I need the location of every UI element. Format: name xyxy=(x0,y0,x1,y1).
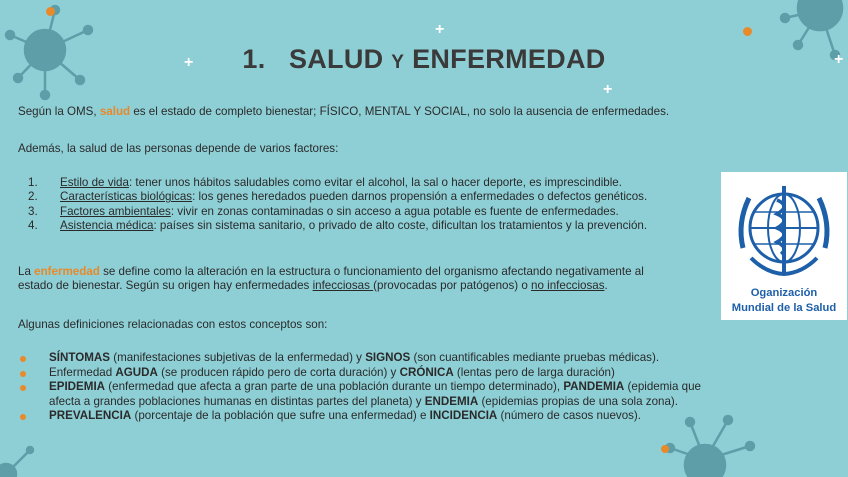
intro-paragraph: Según la OMS, salud es el estado de completo bienestar; FÍSICO, MENTAL Y SOCIAL, no solo la ausencia de enfermedades. xyxy=(18,105,670,118)
term-infecciosas: infecciosas xyxy=(312,279,374,292)
highlight-enfermedad: enfermedad xyxy=(34,265,100,278)
factor-term: Asistencia médica xyxy=(60,218,154,232)
orange-dot-decoration xyxy=(743,27,752,36)
list-item: 3. Factores ambientales: vivir en zonas contaminadas o sin acceso a agua potable es fuente de enfermedades. xyxy=(28,204,619,218)
orange-dot-decoration xyxy=(46,7,55,16)
highlight-salud: salud xyxy=(99,105,131,118)
term-no-infecciosas: no infecciosas xyxy=(531,279,605,292)
list-item: 2. Características biológicas: los genes heredados pueden darnos propensión a enfermedades o defectos genéticos. xyxy=(28,190,648,204)
who-logo-line1: Oganización xyxy=(750,287,818,299)
factor-term: Características biológicas xyxy=(60,190,193,204)
who-emblem-icon xyxy=(731,178,837,282)
title-enfermedad: ENFERMEDAD xyxy=(412,44,606,74)
factor-term: Factores ambientales xyxy=(60,204,171,218)
list-item: Enfermedad AGUDA (se producen rápido pero de corta duración) y CRÓNICA (lentas pero de larga duración) xyxy=(18,366,718,381)
plus-decoration-icon: + xyxy=(603,81,613,98)
slide-title xyxy=(0,44,848,75)
who-logo xyxy=(721,172,847,320)
list-item: SÍNTOMAS (manifestaciones subjetivas de la enfermedad) y SIGNOS (son cuantificables mediante pruebas médicas). xyxy=(18,351,718,366)
factors-intro: Además, la salud de las personas depende de varios factores: xyxy=(18,142,339,155)
plus-decoration-icon: + xyxy=(435,21,445,38)
list-item: 4. Asistencia médica: países sin sistema sanitario, o privado de alto coste, dificultan los tratamientos y la prevención. xyxy=(28,218,648,232)
list-item: EPIDEMIA (enfermedad que afecta a gran parte de una población durante un tiempo determinado), PANDEMIA (epidemia que afecta a grandes poblaciones humanas en distintas partes del planeta) y ENDEMIA (epidemias propias de una sola zona). xyxy=(18,380,718,409)
factor-term: Estilo de vida xyxy=(60,176,129,189)
list-item: 1. Estilo de vida: tener unos hábitos saludables como evitar el alcohol, la sal o hacer deporte, es imprescindible. xyxy=(28,176,622,189)
list-item: PREVALENCIA (porcentaje de la población que sufre una enfermedad) e INCIDENCIA (número de casos nuevos). xyxy=(18,409,718,424)
who-logo-line2: Mundial de la Salud xyxy=(731,302,837,314)
definitions-list xyxy=(18,351,718,424)
definitions-intro: Algunas definiciones relacionadas con estos conceptos son: xyxy=(18,318,328,331)
virus-decoration-bottom-left xyxy=(0,440,40,477)
plus-decoration-icon: + xyxy=(184,54,194,71)
title-number: 1. xyxy=(242,44,266,74)
orange-dot-decoration xyxy=(661,445,669,453)
title-y: Y xyxy=(391,52,405,73)
factors-list xyxy=(18,176,647,233)
disease-paragraph: La enfermedad se define como la alteración en la estructura o funcionamiento del organismo afectando negativamente al estado de bienestar. Según su origen hay enfermedades infecciosas (provocadas por patógenos) o no infecciosas. xyxy=(18,265,644,292)
plus-decoration-icon: + xyxy=(834,51,844,68)
title-salud: SALUD xyxy=(288,44,384,74)
